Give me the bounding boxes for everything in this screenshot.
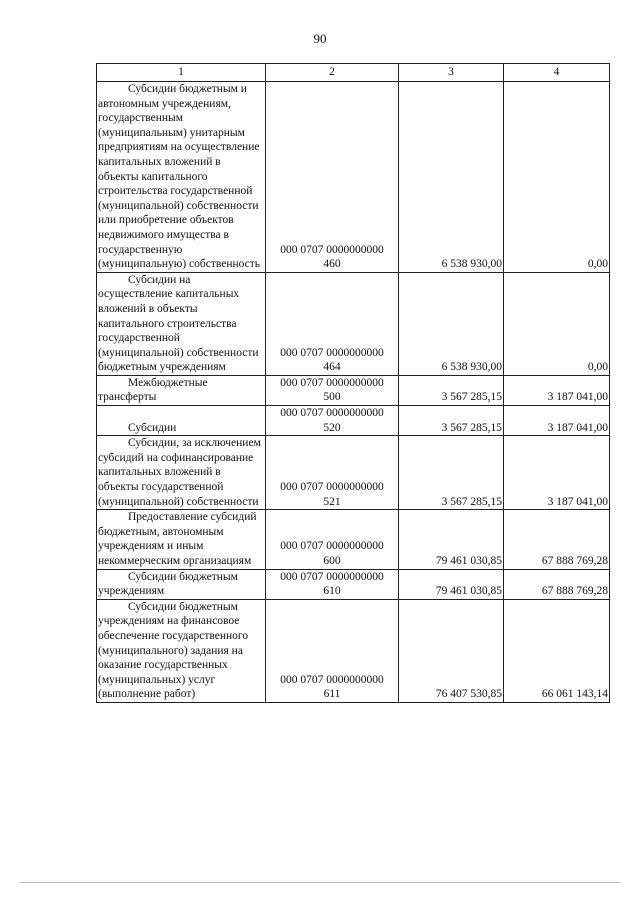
row-name: Субсидии бюджетным и автономным учреждениям, государственным (муниципальным) унитарным предприятиям на осуществление капитальных вложений в объекты капитального строительства государственной (муниципальной) собственности или приобретение объектов недвижимого имущества в государственную (муниципальную) собственность — [98, 83, 261, 271]
row-amount-2: 66 061 143,14 — [504, 599, 610, 702]
row-name-cell — [97, 510, 266, 569]
row-amount-2: 67 888 769,28 — [504, 510, 610, 569]
table-row — [97, 436, 610, 510]
row-amount-1: 3 567 285,15 — [399, 375, 504, 405]
row-name: Межбюджетные трансферты — [98, 376, 208, 404]
row-code-cell — [266, 599, 399, 702]
row-name: Субсидии бюджетным учреждениям — [98, 570, 238, 598]
row-amount-2: 3 187 041,00 — [504, 375, 610, 405]
row-code-cell — [266, 510, 399, 569]
row-code-line2: 600 — [323, 555, 341, 567]
row-name-cell — [97, 272, 266, 375]
row-code-line1: 000 0707 0000000000 — [280, 570, 384, 583]
row-amount-2: 0,00 — [504, 272, 610, 375]
budget-table — [96, 63, 610, 703]
row-code-line1: 000 0707 0000000000 — [280, 407, 384, 420]
row-name-cell — [97, 375, 266, 405]
row-amount-1: 79 461 030,85 — [399, 510, 504, 569]
row-code-cell — [266, 82, 399, 273]
table-row — [97, 375, 610, 405]
row-code-line1: 000 0707 0000000000 — [280, 673, 384, 686]
table-row — [97, 272, 610, 375]
row-amount-1: 6 538 930,00 — [399, 82, 504, 273]
row-amount-1: 6 538 930,00 — [399, 272, 504, 375]
row-name-cell — [97, 436, 266, 510]
row-code-line2: 460 — [323, 258, 341, 271]
table-row — [97, 569, 610, 599]
row-code-cell — [266, 436, 399, 510]
row-code-cell — [266, 272, 399, 375]
column-header-4: 4 — [504, 64, 610, 82]
row-code-cell — [266, 406, 399, 436]
row-code-line2: 464 — [323, 361, 341, 374]
row-code-line1: 000 0707 0000000000 — [280, 376, 384, 389]
row-amount-2: 3 187 041,00 — [504, 436, 610, 510]
row-code-line1: 000 0707 0000000000 — [280, 481, 384, 494]
row-code-line2: 520 — [323, 421, 341, 434]
row-amount-2: 0,00 — [504, 82, 610, 273]
row-name-cell — [97, 569, 266, 599]
table-row — [97, 510, 610, 569]
row-amount-1: 3 567 285,15 — [399, 406, 504, 436]
row-amount-2: 3 187 041,00 — [504, 406, 610, 436]
row-name: Предоставление субсидий бюджетным, автономным учреждениям и иным некоммерческим организациям — [98, 511, 257, 567]
row-amount-1: 3 567 285,15 — [399, 436, 504, 510]
row-code-line2: 521 — [323, 495, 341, 508]
row-amount-2: 67 888 769,28 — [504, 569, 610, 599]
column-header-3: 3 — [399, 64, 504, 82]
row-code-line1: 000 0707 0000000000 — [280, 243, 384, 256]
row-code-line2: 500 — [323, 391, 341, 404]
row-code-cell — [266, 569, 399, 599]
row-code-cell — [266, 375, 399, 405]
table-header-row — [97, 64, 610, 82]
row-name: Субсидии бюджетным учреждениям на финансовое обеспечение государственного (муниципального) задания на оказание государственных (муниципальных) услуг (выполнение работ) — [98, 600, 249, 701]
row-name: Субсидии на осуществление капитальных вложений в объекты капитального строительства государственной (муниципальной) собственности бюджетным учреждениям — [98, 273, 259, 374]
row-code-line1: 000 0707 0000000000 — [280, 346, 384, 359]
page-number: 90 — [313, 31, 327, 46]
row-amount-1: 76 407 530,85 — [399, 599, 504, 702]
table-row — [97, 599, 610, 702]
row-name-cell — [97, 406, 266, 436]
row-name-cell — [97, 82, 266, 273]
row-name: Субсидии, за исключением субсидий на софинансирование капитальных вложений в объекты государственной (муниципальной) собственности — [98, 437, 261, 508]
row-name: Субсидии — [128, 421, 177, 434]
row-code-line1: 000 0707 0000000000 — [280, 540, 384, 553]
table-row — [97, 406, 610, 436]
table-row — [97, 82, 610, 273]
row-code-line2: 610 — [323, 585, 341, 598]
row-name-cell — [97, 599, 266, 702]
page-bottom-rule — [20, 882, 620, 883]
column-header-1: 1 — [97, 64, 266, 82]
row-code-line2: 611 — [323, 688, 341, 701]
column-header-2: 2 — [266, 64, 399, 82]
row-amount-1: 79 461 030,85 — [399, 569, 504, 599]
